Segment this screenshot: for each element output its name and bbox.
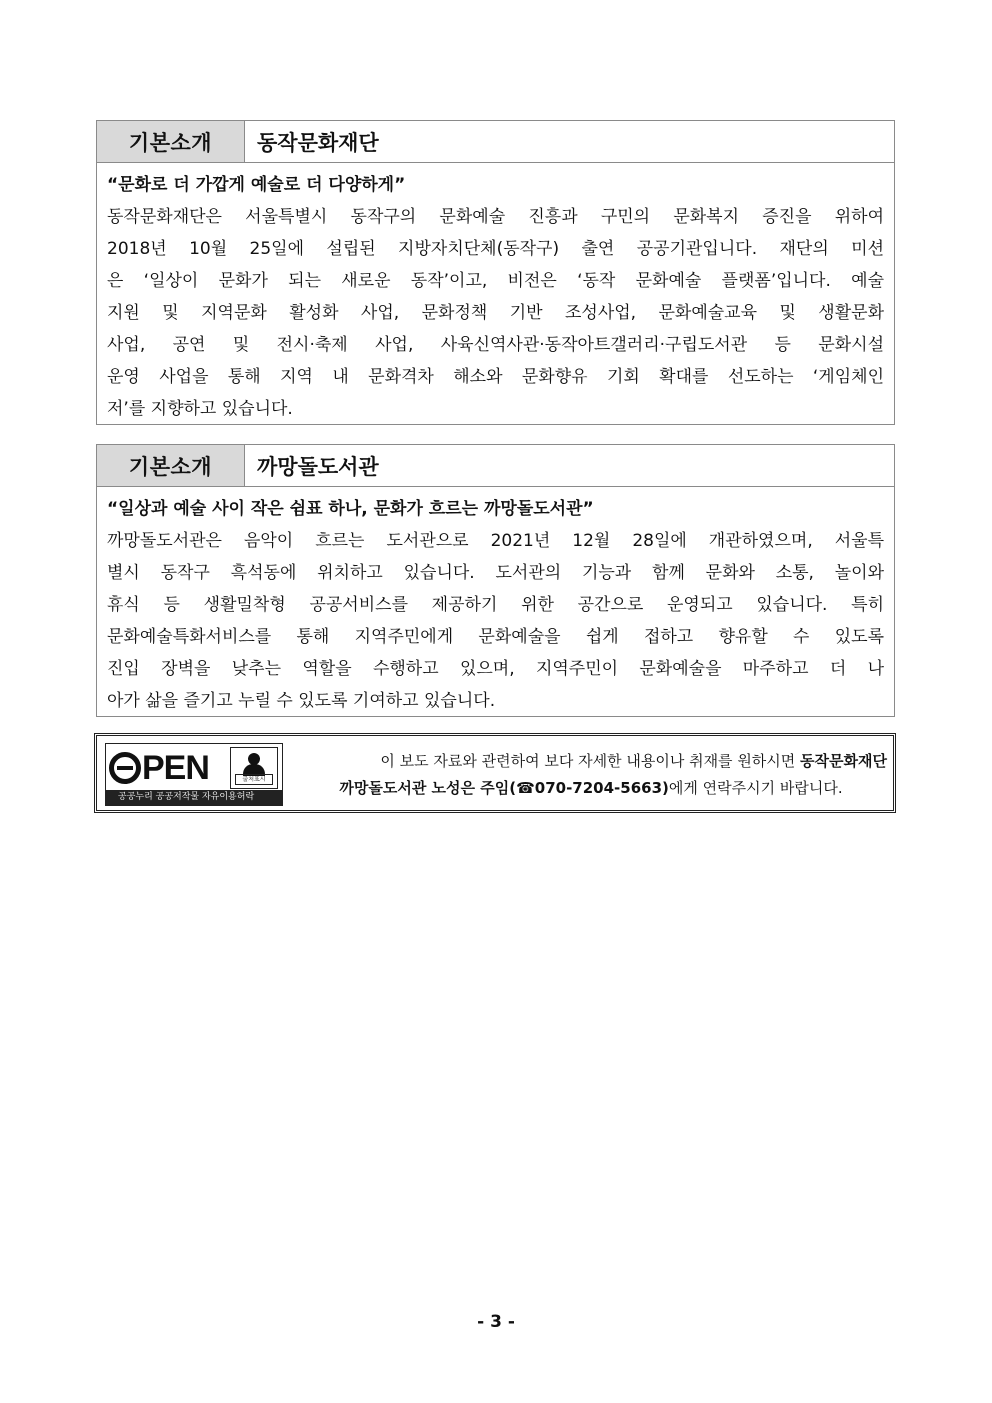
paragraph-line: 사업, 공연 및 전시·축제 사업, 사육신역사관·동작아트갤러리·구립도서관 등 문화시설 <box>107 335 884 355</box>
paragraph-line: 휴식 등 생활밀착형 공공서비스를 제공하기 위한 공간으로 운영되고 있습니다. 특히 <box>107 595 884 615</box>
paragraph-line: 운영 사업을 통해 지역 내 문화격차 해소와 문화향유 기회 확대를 선도하는 ‘게임체인 <box>107 367 884 387</box>
section-header <box>97 121 894 163</box>
open-license-logo <box>105 743 283 806</box>
paragraph-line: 저’를 지향하고 있습니다. <box>107 399 293 419</box>
attribution-badge <box>230 747 278 789</box>
section-paragraph <box>107 525 884 717</box>
paragraph-line: 은 ‘일상이 문화가 되는 새로운 동작’이고, 비전은 ‘동작 문화예술 플랫폼’입니다. 예술 <box>107 271 884 291</box>
intro-section-foundation <box>96 120 895 425</box>
paragraph-line: 까망돌도서관은 음악이 흐르는 도서관으로 2021년 12월 28일에 개관하였으며, 서울특 <box>107 531 884 551</box>
contact-line-2 <box>295 775 887 802</box>
paragraph-line: 별시 동작구 흑석동에 위치하고 있습니다. 도서관의 기능과 함께 문화와 소통, 놀이와 <box>107 563 884 583</box>
contact-org: 동작문화재단 <box>800 752 887 770</box>
contact-line-2-text: 에게 연락주시기 바랍니다. <box>668 779 843 797</box>
page-number: - 3 - <box>477 1312 515 1332</box>
section-header <box>97 445 894 487</box>
section-title: 동작문화재단 <box>257 130 379 155</box>
paragraph-line: 동작문화재단은 서울특별시 동작구의 문화예술 진흥과 구민의 문화복지 증진을 위하여 <box>107 207 884 227</box>
contact-line-1 <box>295 748 887 775</box>
intro-section-library <box>96 444 895 717</box>
section-label: 기본소개 <box>97 445 245 486</box>
badge-label: 출처표시 <box>235 774 273 785</box>
section-paragraph <box>107 201 884 425</box>
paragraph-line: 아가 삶을 즐기고 누릴 수 있도록 기여하고 있습니다. <box>107 691 496 711</box>
contact-person: 까망돌도서관 노성은 주임(☎070-7204-5663) <box>339 779 669 797</box>
section-slogan: “문화로 더 가깝게 예술로 더 다양하게” <box>107 175 406 195</box>
paragraph-line: 진입 장벽을 낮추는 역할을 수행하고 있으며, 지역주민이 문화예술을 마주하고 더 나 <box>107 659 884 679</box>
section-slogan: “일상과 예술 사이 작은 쉼표 하나, 문화가 흐르는 까망돌도서관” <box>107 499 594 519</box>
open-license-bar: 공공누리 공공저작물 자유이용허락 <box>106 790 282 805</box>
section-label: 기본소개 <box>97 121 245 162</box>
open-wordmark <box>109 747 227 789</box>
paragraph-line: 지원 및 지역문화 활성화 사업, 문화정책 기반 조성사업, 문화예술교육 및 생활문화 <box>107 303 884 323</box>
paragraph-line: 2018년 10월 25일에 설립된 지방자치단체(동작구) 출연 공공기관입니다. 재단의 미션 <box>107 239 884 259</box>
open-word: PEN <box>142 749 209 787</box>
contact-line-1-text: 이 보도 자료와 관련하여 보다 자세한 내용이나 취재를 원하시면 <box>380 752 801 770</box>
contact-box <box>94 733 896 813</box>
section-body <box>97 163 894 425</box>
section-title: 까망돌도서관 <box>257 454 379 479</box>
section-body <box>97 487 894 717</box>
contact-text <box>295 748 887 802</box>
open-o-icon <box>109 752 141 784</box>
paragraph-line: 문화예술특화서비스를 통해 지역주민에게 문화예술을 쉽게 접하고 향유할 수 있도록 <box>107 627 884 647</box>
